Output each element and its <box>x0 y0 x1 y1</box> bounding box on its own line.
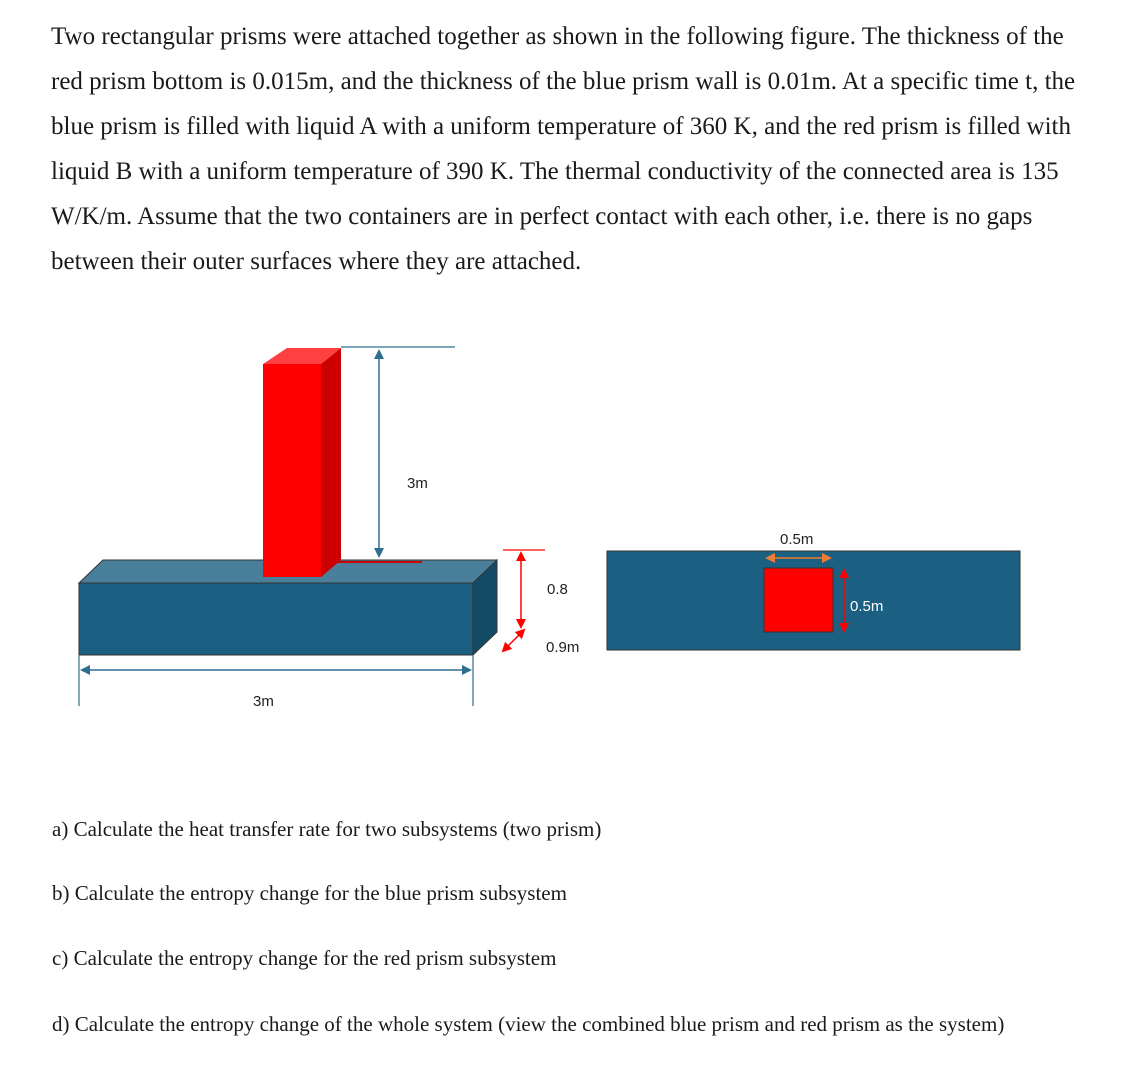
red-prism-side <box>321 348 341 577</box>
top-view-red-square <box>764 568 833 632</box>
blue-height-label: 0.8 <box>547 581 568 598</box>
red-prism-front <box>263 364 321 577</box>
blue-prism-front <box>79 583 473 655</box>
problem-statement: Two rectangular prisms were attached together as shown in the following figure. The thickness of the red prism bottom is 0.015m, and the thickness of the blue prism wall is 0.01m. At a specific time t, the blue prism is filled with liquid A with a uniform temperature of 360 K, and the red prism is filled with liquid B with a uniform temperature of 390 K. The thermal conductivity of the connected area is 135 W/K/m. Assume that the two containers are in perfect contact with each other, i.e. there is no gaps between their outer surfaces where they are attached. <box>51 23 1076 275</box>
red-height-label: 3m <box>407 475 428 492</box>
blue-depth-label: 0.9m <box>546 639 580 656</box>
question-a: a) Calculate the heat transfer rate for two subsystems (two prism) <box>52 817 602 841</box>
question-d: d) Calculate the entropy change of the whole system (view the combined blue prism and red prism as the system) <box>52 1012 1005 1036</box>
blue-depth-arrow <box>503 630 524 651</box>
question-b: b) Calculate the entropy change for the blue prism subsystem <box>52 881 567 905</box>
square-width-label: 0.5m <box>780 531 814 548</box>
blue-length-label: 3m <box>253 693 274 710</box>
prism-figure <box>0 330 1145 730</box>
question-c: c) Calculate the entropy change for the red prism subsystem <box>52 946 557 970</box>
square-height-label: 0.5m <box>850 598 884 615</box>
